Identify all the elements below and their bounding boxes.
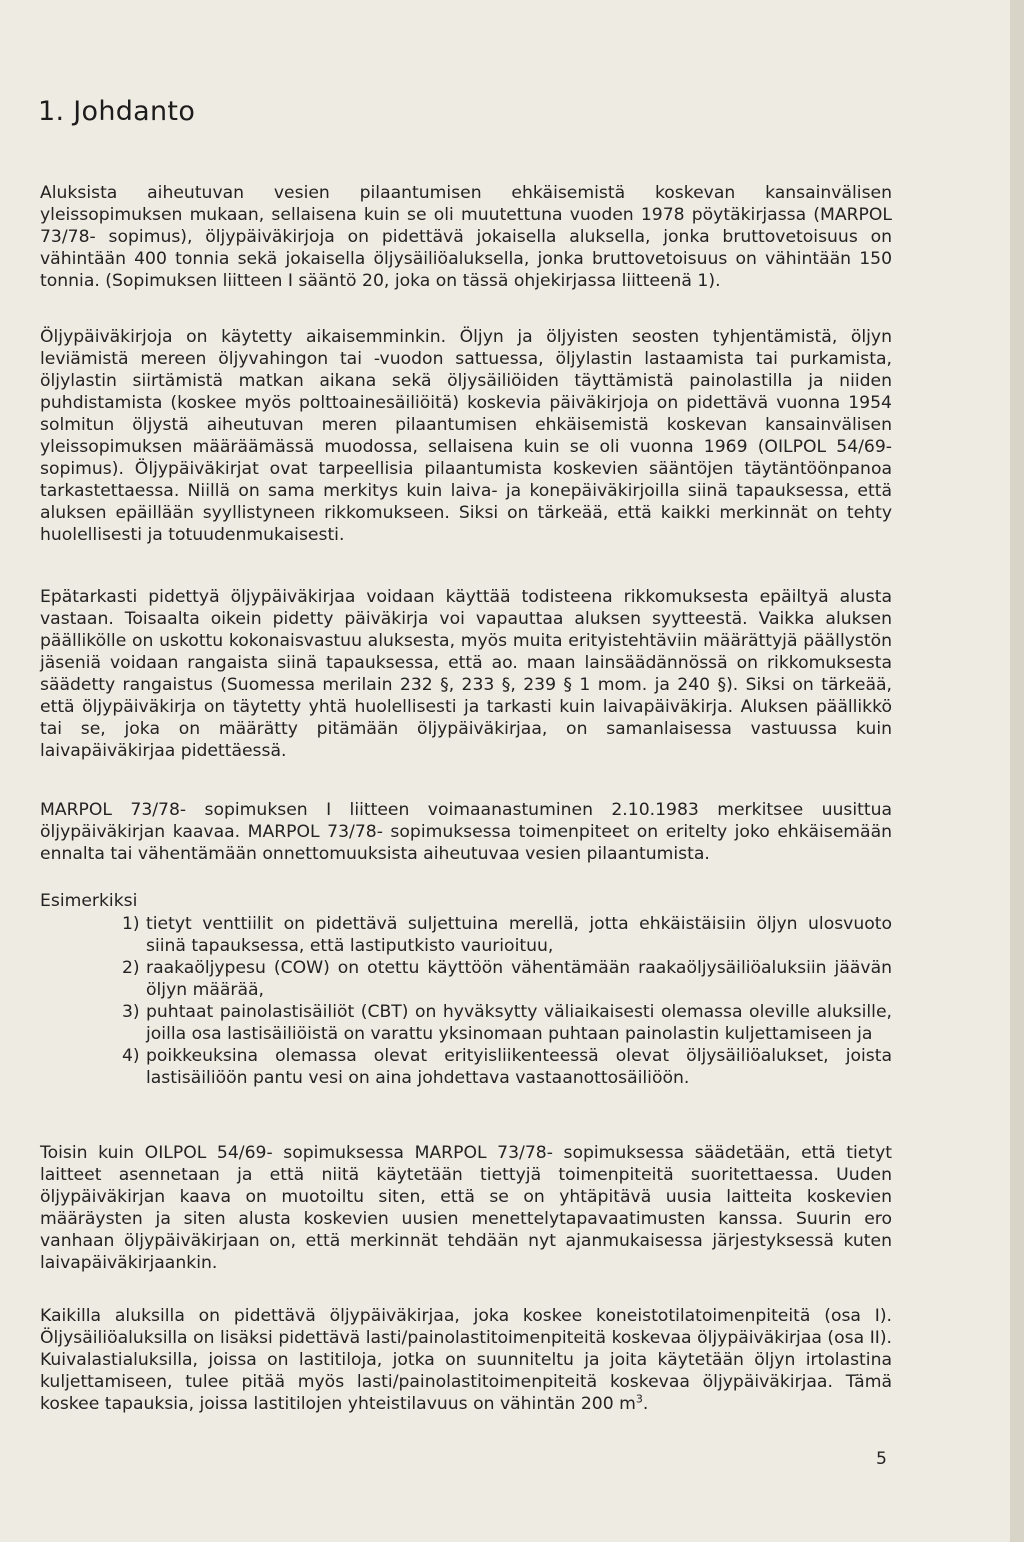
paragraph-marpol: MARPOL 73/78- sopimuksen I liitteen voimaanastuminen 2.10.1983 merkitsee uusittua öljypäiväkirjan kaavaa. MARPOL 73/78- sopimuksessa toimenpiteet on eritelty joko ehkäisemään ennalta tai vähentämään onnettomuuksista aiheutuvaa vesien pilaantumista. <box>40 800 892 864</box>
list-item-number: 2) <box>122 958 140 978</box>
list-item-number: 4) <box>122 1046 140 1066</box>
section-heading: 1. Johdanto <box>38 96 196 127</box>
list-item-text: raakaöljypesu (COW) on otettu käyttöön vähentämään raakaöljysäiliöaluksiin jäävän öljyn määrää, <box>146 958 892 1000</box>
list-item <box>94 913 892 957</box>
paragraph-equipment: Toisin kuin OILPOL 54/69- sopimuksessa MARPOL 73/78- sopimuksessa säädetään, että tietyt laitteet asennetaan ja että niitä käytetään tiettyjä toimenpiteitä suoritettaessa. Uuden öljypäiväkirjan kaava on muotoiltu siten, että se on yhtäpitävä uusia laitteita koskevien määräysten ja siten alusta koskevien uusien menettelytapavaatimusten kanssa. Suurin ero vanhaan öljypäiväkirjaan on, että merkinnät tehdään nyt ajanmukaisessa järjestyksessä kuten laivapäiväkirjaankin. <box>40 1143 892 1273</box>
list-item-text: poikkeuksina olemassa olevat erityisliikenteessä olevat öljysäiliöalukset, joista lastisäiliöön pantu vesi on aina johdettava vastaanottosäiliöön. <box>146 1046 892 1088</box>
examples-list <box>94 913 892 1089</box>
list-item <box>94 957 892 1001</box>
list-item-number: 1) <box>122 914 140 934</box>
paragraph-history: Öljypäiväkirjoja on käytetty aikaisemminkin. Öljyn ja öljyisten seosten tyhjentämistä, öljyn leviämistä mereen öljyvahingon tai -vuodon sattuessa, öljylastin lastaamista tai purkamista, öljylastin siirtämistä matkan aikana sekä öljysäiliöiden täyttämistä painolastilla ja niiden puhdistamista (koskee myös polttoainesäiliöitä) koskevia päiväkirjoja on pidettävä vuonna 1954 solmitun öljystä aiheutuvan meren pilaantumisen ehkäisemistä koskevan kansainvälisen yleissopimuksen määräämässä muodossa, sellaisena kuin se oli vuonna 1969 (OILPOL 54/69- sopimus). Öljypäiväkirjat ovat tarpeellisia pilaantumista koskevien sääntöjen täytäntöönpanoa tarkastettaessa. Niillä on sama merkitys kuin laiva- ja konepäiväkirjoilla siinä tapauksessa, että aluksen epäillään syyllistyneen rikkomukseen. Siksi on tärkeää, että kaikki merkinnät on tehty huolellisesti ja totuudenmukaisesti. <box>40 327 892 545</box>
list-item-text: tietyt venttiilit on pidettävä suljettuina merellä, jotta ehkäistäisiin öljyn ulosvuoto siinä tapauksessa, että lastiputkisto vaurioituu, <box>146 914 892 956</box>
list-item <box>94 1001 892 1045</box>
superscript: 3 <box>635 1392 643 1406</box>
list-item-text: puhtaat painolastisäiliöt (CBT) on hyväksytty väliaikaisesti olemassa oleville aluksille, joilla osa lastisäiliöistä on varattu yksinomaan puhtaan painolastin kuljettamiseen ja <box>146 1002 892 1044</box>
list-item-number: 3) <box>122 1002 140 1022</box>
paragraph-parts-text: Kaikilla aluksilla on pidettävä öljypäiväkirjaa, joka koskee koneistotilatoimenpiteitä (osa I). Öljysäiliöaluksilla on lisäksi pidettävä lasti/painolastitoimenpiteitä koskevaa öljypäiväkirjaa (osa II). Kuivalastialuksilla, joissa on lastitiloja, jotka on suunniteltu ja joita käytetään öljyn irtolastina kuljettamiseen, tulee pitää myös lasti/painolastitoimenpiteitä koskevaa öljypäiväkirjaa. Tämä koskee tapauksia, joissa lastitilojen yhteistilavuus on vähintän 200 m <box>40 1306 892 1414</box>
list-item <box>94 1045 892 1089</box>
paragraph-parts-end: . <box>642 1394 649 1414</box>
examples-label: Esimerkiksi <box>40 891 138 911</box>
paragraph-intro: Aluksista aiheutuvan vesien pilaantumisen ehkäisemistä koskevan kansainvälisen yleissopimuksen mukaan, sellaisena kuin se oli muutettuna vuoden 1978 pöytäkirjassa (MARPOL 73/78- sopimus), öljypäiväkirjoja on pidettävä jokaisella aluksella, jonka bruttovetoisuus on vähintään 400 tonnia sekä jokaisella öljysäiliöaluksella, jonka bruttovetoisuus on vähintään 150 tonnia. (Sopimuksen liitteen I sääntö 20, joka on tässä ohjekirjassa liitteenä 1). <box>40 183 892 291</box>
page-number: 5 <box>876 1449 887 1469</box>
paragraph-parts <box>40 1305 892 1415</box>
paragraph-responsibility: Epätarkasti pidettyä öljypäiväkirjaa voidaan käyttää todisteena rikkomuksesta epäiltyä alusta vastaan. Toisaalta oikein pidetty päiväkirja voi vapauttaa aluksen syytteestä. Vaikka aluksen päällikölle on uskottu kokonaisvastuu aluksesta, myös muita erityistehtäviin määrättyjä päällystön jäseniä voidaan rangaista siinä tapauksessa, että ao. maan lainsäädännössä on rikkomuksesta säädetty rangaistus (Suomessa merilain 232 §, 233 §, 239 § 1 mom. ja 240 §). Siksi on tärkeää, että öljypäiväkirja on täytetty yhtä huolellisesti ja tarkasti kuin laivapäiväkirja. Aluksen päällikkö tai se, joka on määrätty pitämään öljypäiväkirjaa, on samanlaisessa vastuussa kuin laivapäiväkirjaa pidettäessä. <box>40 587 892 761</box>
